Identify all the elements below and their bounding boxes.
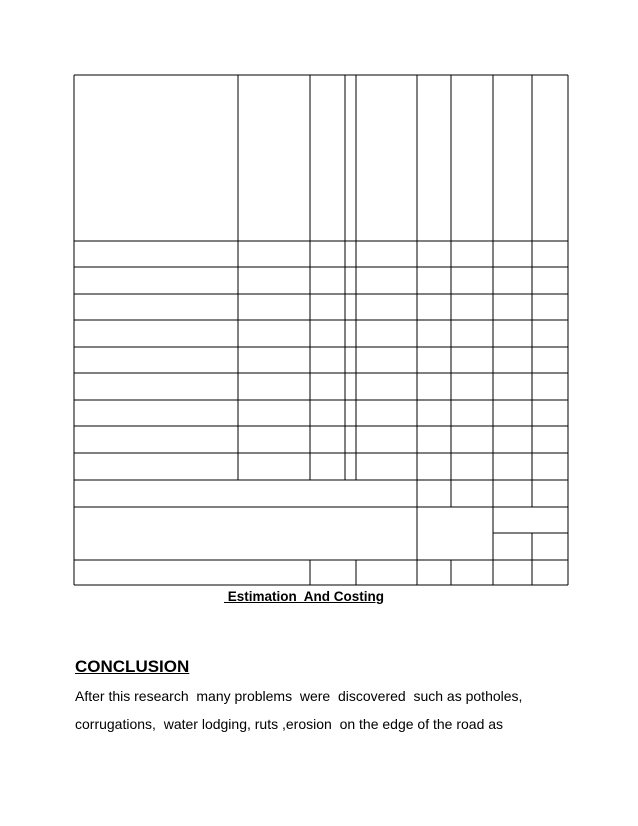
paragraph-line: After this research many problems were discovered such as potholes,	[75, 688, 523, 704]
paragraph-line: corrugations, water lodging, ruts ,erosion on the edge of the road as	[75, 716, 504, 732]
table-caption: Estimation And Costing	[224, 589, 384, 604]
section-heading: CONCLUSION	[75, 657, 190, 676]
